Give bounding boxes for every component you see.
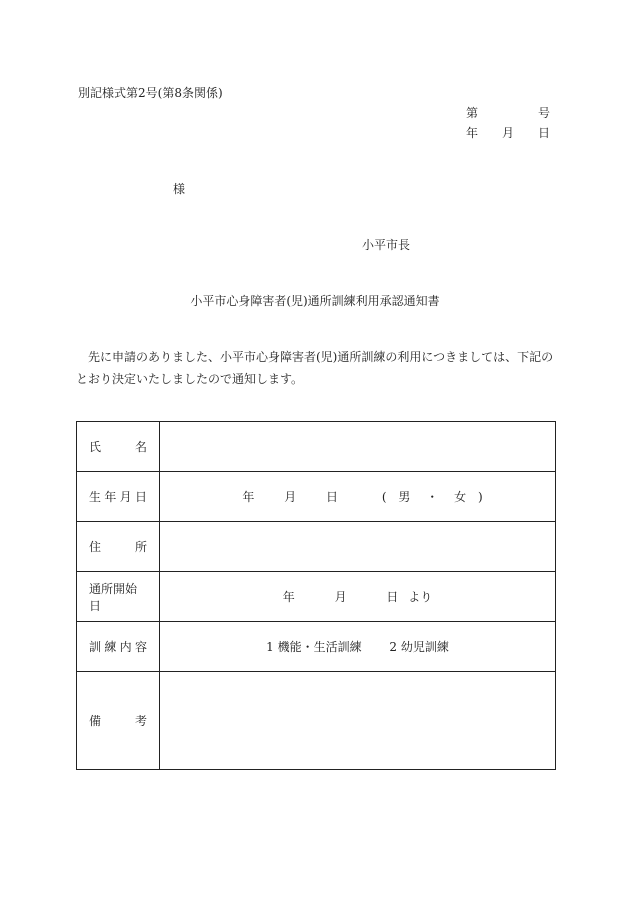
start-year: 年 xyxy=(282,590,295,604)
training-option-2[interactable]: 2 幼児訓練 xyxy=(389,640,449,654)
remarks-label: 備 考 xyxy=(89,714,147,728)
dob-value-cell[interactable] xyxy=(160,472,556,522)
dob-label: 生 年 月 日 xyxy=(89,490,147,504)
start-day: 日 xyxy=(386,590,399,604)
dob-month: 月 xyxy=(284,490,297,504)
address-value-cell[interactable] xyxy=(160,522,556,572)
sex-separator: ・ xyxy=(426,490,439,504)
dob-label-cell xyxy=(77,472,160,522)
form-number-label: 別記様式第2号(第8条関係) xyxy=(78,86,223,100)
training-option-1[interactable]: 1 機能・生活訓練 xyxy=(266,640,362,654)
dob-day: 日 xyxy=(326,490,339,504)
sex-male[interactable]: 男 xyxy=(398,490,411,504)
doc-number-suffix: 号 xyxy=(537,106,550,120)
sex-close-paren: ) xyxy=(477,490,483,504)
sex-female[interactable]: 女 xyxy=(454,490,467,504)
issue-date-month: 月 xyxy=(501,126,514,140)
table-row-remarks xyxy=(77,672,556,770)
name-label: 氏 名 xyxy=(89,440,147,454)
table-row-dob xyxy=(77,472,556,522)
content-label-cell xyxy=(77,622,160,672)
issue-date-day: 日 xyxy=(537,126,550,140)
address-label-cell xyxy=(77,522,160,572)
document-title: 小平市心身障害者(児)通所訓練利用承認通知書 xyxy=(190,294,440,308)
table-row-name xyxy=(77,422,556,472)
remarks-label-cell xyxy=(77,672,160,770)
table-row-training-content xyxy=(77,622,556,672)
start-date-label: 通所開始日 xyxy=(89,581,138,613)
start-month: 月 xyxy=(334,590,347,604)
notice-form-table xyxy=(76,421,556,770)
content-label: 訓 練 内 容 xyxy=(89,640,147,654)
address-label: 住 所 xyxy=(89,540,147,554)
dob-year: 年 xyxy=(242,490,255,504)
start-from: より xyxy=(408,590,433,604)
table-row-start-date xyxy=(77,572,556,622)
sex-open-paren: ( xyxy=(381,490,387,504)
issue-date-year: 年 xyxy=(466,126,479,140)
doc-number-prefix: 第 xyxy=(466,106,479,120)
name-value-cell[interactable] xyxy=(160,422,556,472)
content-value-cell[interactable] xyxy=(160,622,556,672)
document-number-line xyxy=(466,104,550,121)
start-date-value-cell[interactable] xyxy=(160,572,556,622)
table-row-address xyxy=(77,522,556,572)
addressee-suffix: 様 xyxy=(173,182,186,196)
issuer-name: 小平市長 xyxy=(362,238,411,252)
issue-date-line xyxy=(466,124,550,141)
notice-body-text: 先に申請のありました、小平市心身障害者(児)通所訓練の利用につきましては、下記のとおり決定いたしましたので通知します。 xyxy=(76,350,554,386)
name-label-cell xyxy=(77,422,160,472)
start-date-label-cell xyxy=(77,572,160,622)
remarks-value-cell[interactable] xyxy=(160,672,556,770)
